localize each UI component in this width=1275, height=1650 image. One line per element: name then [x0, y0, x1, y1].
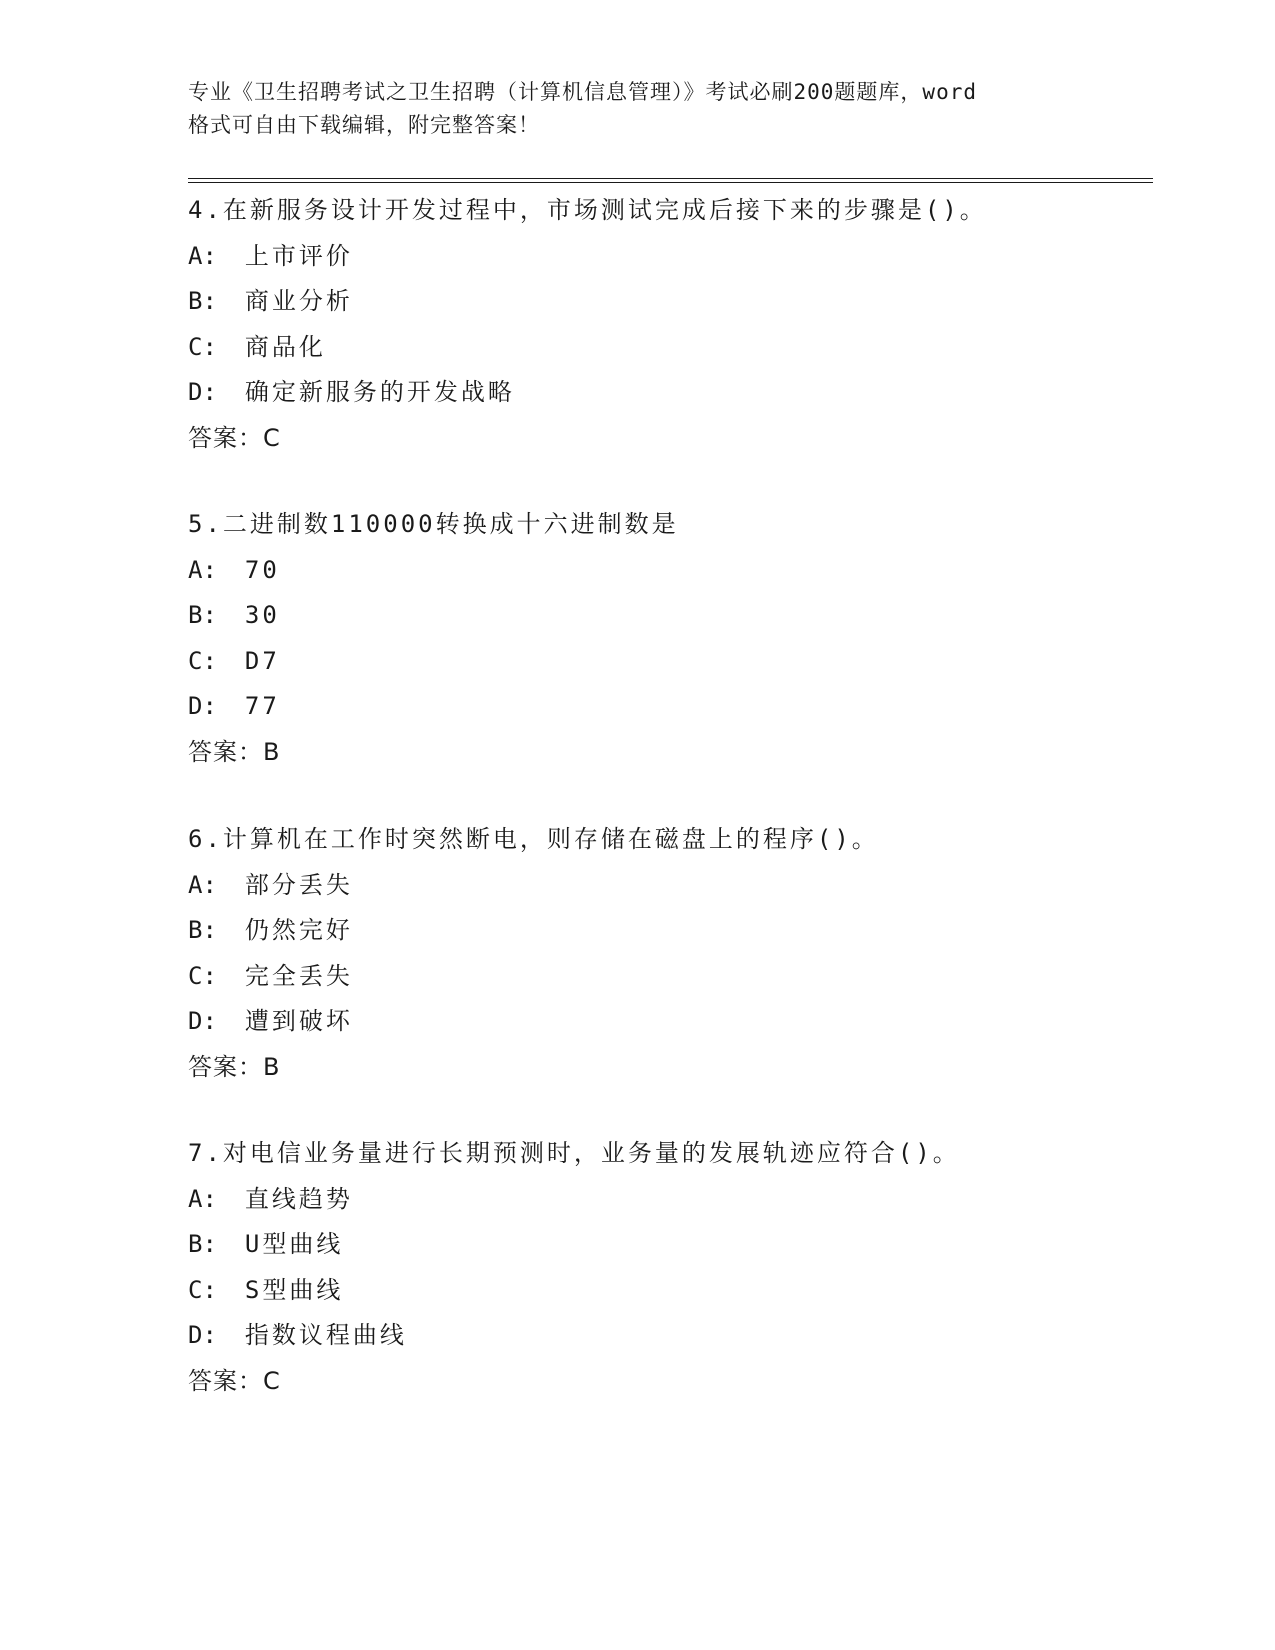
option-letter: B:: [188, 1230, 217, 1258]
option-letter: D:: [188, 692, 217, 720]
option-text: U型曲线: [244, 1230, 344, 1258]
option-c: [188, 954, 1188, 1000]
option-b: [188, 1222, 1188, 1268]
option-a: [188, 1177, 1188, 1223]
option-text: 完全丢失: [244, 961, 353, 990]
option-c: [188, 325, 1188, 371]
option-text: 商业分析: [244, 287, 353, 315]
option-text: 指数议程曲线: [244, 1321, 407, 1349]
option-letter: D:: [188, 378, 217, 406]
option-text: 部分丢失: [244, 870, 353, 899]
answer-line: 答案：C: [188, 1366, 281, 1395]
option-letter: C:: [188, 961, 217, 990]
header-line-2: 格式可自由下载编辑，附完整答案！: [188, 113, 540, 137]
answer-line: 答案：B: [188, 1052, 281, 1081]
question-block-5: [188, 502, 1188, 775]
option-d: [188, 999, 1188, 1045]
question-stem: 5.二进制数110000转换成十六进制数是: [188, 510, 679, 538]
option-d: [188, 684, 1188, 730]
option-text: 70: [244, 555, 280, 584]
option-d: [188, 1313, 1188, 1359]
option-letter: C:: [188, 1275, 217, 1304]
option-text: 30: [244, 601, 280, 629]
option-c: [188, 639, 1188, 685]
header-line-1: 专业《卫生招聘考试之卫生招聘（计算机信息管理）》考试必刷200题题库，word: [188, 80, 977, 104]
option-a: [188, 548, 1188, 594]
question-block-4: [188, 188, 1188, 461]
option-text: D7: [244, 646, 280, 675]
option-text: 确定新服务的开发战略: [244, 378, 515, 406]
option-text: 仍然完好: [244, 916, 353, 944]
option-text: 遭到破坏: [244, 1007, 353, 1035]
option-letter: A:: [188, 241, 217, 270]
option-b: [188, 279, 1188, 325]
option-letter: C:: [188, 646, 217, 675]
option-text: 上市评价: [244, 241, 353, 270]
question-stem: 4.在新服务设计开发过程中，市场测试完成后接下来的步骤是()。: [188, 196, 987, 224]
option-text: 直线趋势: [244, 1184, 353, 1213]
question-block-6: [188, 817, 1188, 1090]
option-a: [188, 234, 1188, 280]
option-letter: A:: [188, 555, 217, 584]
option-d: [188, 370, 1188, 416]
option-letter: B:: [188, 287, 217, 315]
question-stem: 6.计算机在工作时突然断电，则存储在磁盘上的程序()。: [188, 825, 879, 853]
option-letter: B:: [188, 601, 217, 629]
document-header: [188, 76, 1088, 142]
option-text: 商品化: [244, 332, 326, 361]
answer-line: 答案：B: [188, 737, 281, 766]
header-divider: [188, 178, 1153, 183]
option-letter: A:: [188, 1184, 217, 1213]
option-c: [188, 1268, 1188, 1314]
question-stem: 7.对电信业务量进行长期预测时，业务量的发展轨迹应符合()。: [188, 1139, 960, 1167]
option-text: S型曲线: [244, 1275, 344, 1304]
option-a: [188, 863, 1188, 909]
option-b: [188, 593, 1188, 639]
option-b: [188, 908, 1188, 954]
option-letter: D:: [188, 1007, 217, 1035]
option-text: 77: [244, 692, 280, 720]
answer-line: 答案：C: [188, 423, 281, 452]
option-letter: C:: [188, 332, 217, 361]
option-letter: D:: [188, 1321, 217, 1349]
question-block-7: [188, 1131, 1188, 1404]
option-letter: B:: [188, 916, 217, 944]
option-letter: A:: [188, 870, 217, 899]
